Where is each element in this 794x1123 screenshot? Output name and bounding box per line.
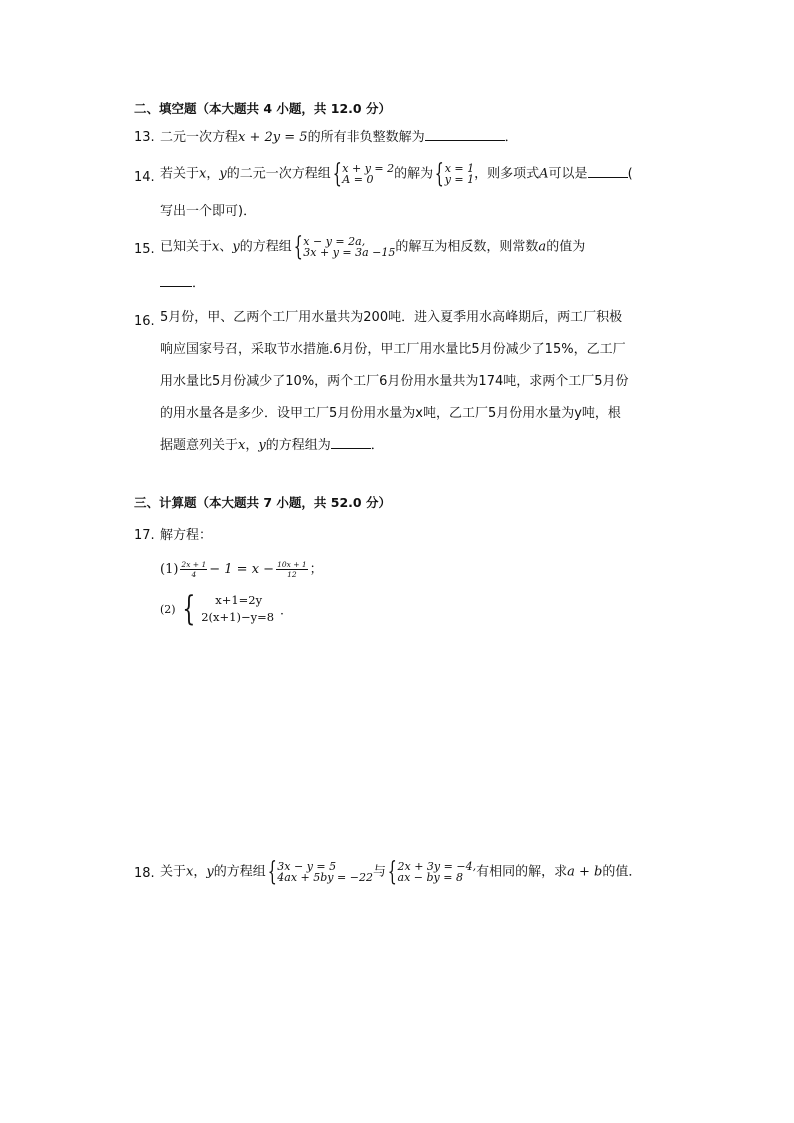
q13-equation: x + 2y = 5 <box>238 130 308 145</box>
q15-brace: { <box>293 232 303 262</box>
q16-text-5b: 的方程组为 <box>265 438 331 453</box>
q18-brace-1: { <box>267 857 277 887</box>
q14-system-1 <box>342 163 394 185</box>
q14-text-5: 可以是 <box>548 166 588 182</box>
q13-number: 13. <box>134 130 155 145</box>
q15-text-1: 已知关于 <box>160 239 213 255</box>
q16-comma: ， <box>245 438 259 453</box>
q17-part-2-brace: { <box>181 589 195 629</box>
q14-system-2 <box>445 163 474 185</box>
q13-text-a: 二元一次方程 <box>160 130 239 145</box>
q18-system-2 <box>398 861 477 883</box>
q13-text-b: 的所有非负整数解为 <box>307 130 425 145</box>
q18-text-1: 关于 <box>160 864 187 880</box>
q17-part-2-end: ． <box>280 602 293 617</box>
q18-body <box>160 857 642 887</box>
q16-line-3: 用水量比5月份减少了10%，两个工厂6月份用水量共为174吨，求两个工厂5月份 <box>160 374 629 389</box>
q18-number: 18. <box>134 866 155 881</box>
q16-var-x: x <box>238 438 246 453</box>
q17-fraction-1-numerator: 2x + 1 <box>181 560 207 569</box>
q15-text-2: 的方程组 <box>239 239 292 255</box>
q18-system-1-row-1: 3x − y = 5 <box>277 860 337 873</box>
q15-text-3: 的解互为相反数，则常数 <box>395 239 539 255</box>
q13-body <box>160 128 518 148</box>
q14-brace-1: { <box>332 159 342 189</box>
q18-text-5: 的值． <box>602 864 642 880</box>
q16-answer-blank[interactable] <box>331 436 371 449</box>
q16-line-1: 5月份，甲、乙两个工厂用水量共为200吨．进入夏季用水高峰期后，两工厂积极 <box>160 310 623 325</box>
q15-text-4: 的值为 <box>546 239 586 255</box>
q16-line-2: 响应国家号召，采取节水措施.6月份，甲工厂用水量比5月份减少了15%，乙工厂 <box>160 342 626 357</box>
q14-line-2: 写出一个即可)． <box>160 204 257 219</box>
q15-number: 15. <box>134 242 155 257</box>
q14-text-2: 的二元一次方程组 <box>226 166 331 182</box>
q15-var-y: y <box>232 239 240 255</box>
q17-fraction-1 <box>180 560 207 579</box>
q16-end: ． <box>370 438 384 453</box>
q14-system-2-row-1: x = 1 <box>444 162 475 175</box>
q18-var-x: x <box>186 864 194 880</box>
q17-fraction-2 <box>276 560 308 579</box>
q17-part-1-end: ； <box>309 562 323 577</box>
q14-text-1: 若关于 <box>160 166 200 182</box>
q14-system-1-row-2: A = 0 <box>342 173 374 186</box>
q18-system-2-row-2: ax − by = 8 <box>397 871 463 884</box>
q17-part-2 <box>160 589 293 629</box>
q18-brace-2: { <box>387 857 397 887</box>
q17-fraction-1-denominator: 4 <box>191 570 197 579</box>
q17-part-2-row-2: 2(x+1)−y=8 <box>201 610 275 624</box>
q18-system-2-row-1: 2x + 3y = −4, <box>397 860 477 873</box>
q14-var-x: x <box>199 166 207 182</box>
section-two-title: 二、填空题（本大题共 4 小题，共 12.0 分） <box>134 101 391 116</box>
q14-number: 14. <box>134 170 155 185</box>
q14-answer-blank[interactable] <box>588 165 628 178</box>
q17-part-2-system <box>201 592 274 626</box>
q14-var-y: y <box>219 166 227 182</box>
q17-part-1 <box>160 560 323 580</box>
q14-system-1-row-1: x + y = 2 <box>342 162 395 175</box>
q18-expression: a + b <box>567 864 603 880</box>
q17-part-1-middle: − 1 = x − <box>209 562 275 577</box>
q15-system-row-1: x − y = 2a, <box>303 235 366 248</box>
q17-text: 解方程： <box>160 528 213 543</box>
q18-text-2: 的方程组 <box>213 864 266 880</box>
q14-body <box>160 159 633 189</box>
q17-number: 17. <box>134 528 155 543</box>
q17-fraction-2-numerator: 10x + 1 <box>277 560 307 569</box>
q14-system-2-row-2: y = 1 <box>444 173 475 186</box>
q18-text-3: 与 <box>372 864 386 880</box>
q15-sep: 、 <box>219 239 233 255</box>
q18-system-1 <box>277 861 373 883</box>
q17-part-2-row-1: x+1=2y <box>215 593 263 607</box>
q16-line-5 <box>160 436 384 456</box>
q16-number: 16. <box>134 314 155 329</box>
q13-answer-blank[interactable] <box>425 128 505 141</box>
q18-comma: ， <box>193 864 207 880</box>
section-three-title: 三、计算题（本大题共 7 小题，共 52.0 分） <box>134 495 391 510</box>
q15-system-row-2: 3x + y = 3a −15 <box>303 246 396 259</box>
q15-end: ． <box>192 276 206 291</box>
q14-text-3: 的解为 <box>394 166 434 182</box>
q14-text-4: ，则多项式 <box>474 166 540 182</box>
q15-answer-line <box>160 274 205 294</box>
q14-comma: ， <box>206 166 220 182</box>
q17-fraction-2-denominator: 12 <box>287 570 297 579</box>
q14-paren: ( <box>627 166 633 182</box>
q17-part-2-label: (2) <box>160 602 176 616</box>
q15-body <box>160 232 586 262</box>
q16-var-y: y <box>258 438 266 453</box>
q13-end: ． <box>504 130 518 145</box>
q14-var-A: A <box>539 166 549 182</box>
q15-var-a: a <box>538 239 547 255</box>
q15-var-x: x <box>212 239 220 255</box>
q18-var-y: y <box>206 864 214 880</box>
q18-system-1-row-2: 4ax + 5by = −22 <box>277 871 373 884</box>
q15-system <box>303 236 395 258</box>
q16-text-5a: 据题意列关于 <box>160 438 239 453</box>
q16-line-4: 的用水量各是多少．设甲工厂5月份用水量为x吨，乙工厂5月份用水量为y吨，根 <box>160 406 621 421</box>
q15-answer-blank[interactable] <box>160 274 192 287</box>
q18-text-4: 有相同的解，求 <box>476 864 568 880</box>
q14-brace-2: { <box>434 159 444 189</box>
q17-part-1-label: (1) <box>160 562 179 577</box>
